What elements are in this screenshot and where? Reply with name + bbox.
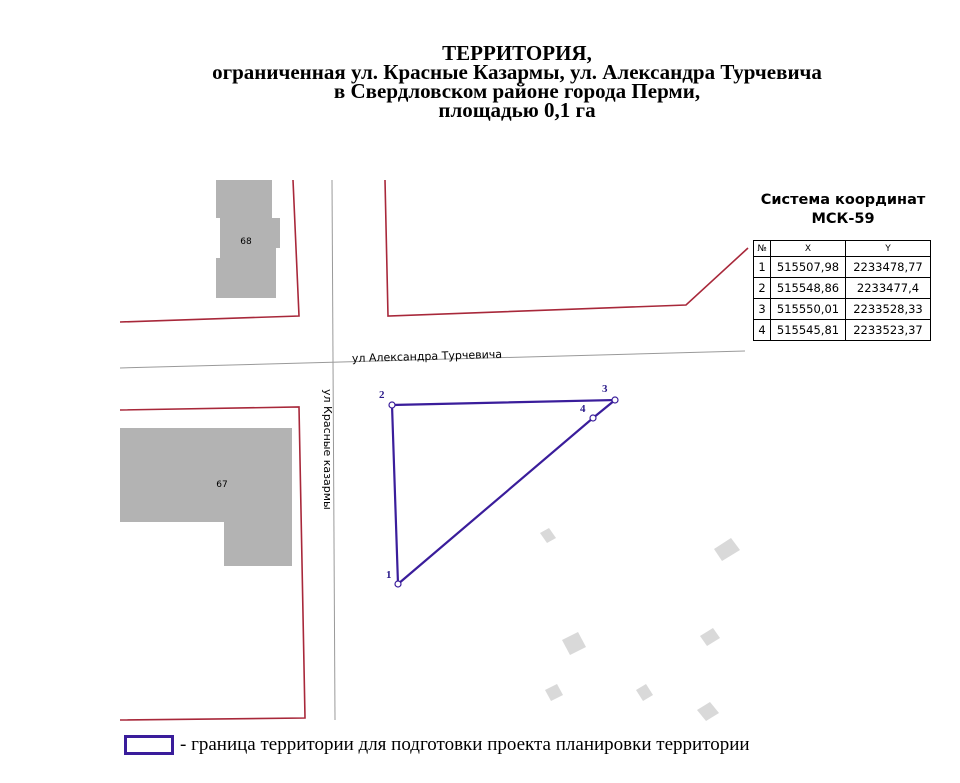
- column-header-number: №: [754, 241, 771, 257]
- small-building: [636, 684, 653, 701]
- point-number-cell: 4: [754, 320, 771, 341]
- street-label-turchevicha: ул Александра Турчевича: [351, 347, 503, 365]
- point-number-cell: 2: [754, 278, 771, 299]
- x-coordinate-cell: 515545,81: [771, 320, 846, 341]
- small-buildings: [540, 528, 740, 721]
- vertex-2-marker: [389, 402, 395, 408]
- table-row: [754, 320, 931, 341]
- y-coordinate-cell: 2233528,33: [846, 299, 931, 320]
- table-header-row: [754, 241, 931, 257]
- coordinates-table: [753, 240, 931, 341]
- building-67-label: 67: [216, 480, 228, 490]
- y-coordinate-cell: 2233478,77: [846, 257, 931, 278]
- small-building: [697, 702, 719, 721]
- boundary-legend-swatch: [124, 735, 174, 755]
- vertex-3-label: 3: [602, 383, 608, 395]
- title-line-4: площадью 0,1 га: [438, 98, 596, 122]
- small-building: [700, 628, 720, 646]
- territory-boundary: [392, 400, 615, 584]
- title-line-1: ТЕРРИТОРИЯ,: [442, 41, 592, 65]
- red-line-northeast: [385, 180, 748, 316]
- x-coordinate-cell: 515548,86: [771, 278, 846, 299]
- y-coordinate-cell: 2233523,37: [846, 320, 931, 341]
- building-68-label: 68: [240, 237, 252, 247]
- small-building: [714, 538, 740, 561]
- table-row: [754, 257, 931, 278]
- vertex-1-label: 1: [386, 569, 392, 581]
- coordinate-system-title-line-2: МСК-59: [811, 211, 875, 227]
- table-row: [754, 278, 931, 299]
- column-header-y: Y: [846, 241, 931, 257]
- x-coordinate-cell: 515550,01: [771, 299, 846, 320]
- column-header-x: X: [771, 241, 846, 257]
- small-building: [545, 684, 563, 701]
- coordinate-system-title-line-1: Система координат: [760, 192, 926, 208]
- vertex-4-marker: [590, 415, 596, 421]
- vertex-2-label: 2: [379, 389, 385, 401]
- y-coordinate-cell: 2233477,4: [846, 278, 931, 299]
- title-line-2: ограниченная ул. Красные Казармы, ул. Александра Турчевича: [212, 60, 822, 84]
- table-row: [754, 299, 931, 320]
- map-legend: [124, 732, 750, 758]
- point-number-cell: 1: [754, 257, 771, 278]
- vertex-4-label: 4: [580, 403, 586, 415]
- coordinate-system-title: [748, 191, 938, 229]
- small-building: [562, 632, 586, 655]
- title-line-3: в Свердловском районе города Перми,: [333, 79, 701, 103]
- buildings: [120, 180, 292, 566]
- legend-text: - граница территории для подготовки проекта планировки территории: [180, 734, 750, 755]
- small-building: [540, 528, 556, 543]
- street-label-krasnye-kazarmy: ул Красные казармы: [321, 389, 334, 510]
- vertex-3-marker: [612, 397, 618, 403]
- point-number-cell: 3: [754, 299, 771, 320]
- vertex-labels: [379, 383, 608, 581]
- x-coordinate-cell: 515507,98: [771, 257, 846, 278]
- building-67: [120, 428, 292, 566]
- vertex-1-marker: [395, 581, 401, 587]
